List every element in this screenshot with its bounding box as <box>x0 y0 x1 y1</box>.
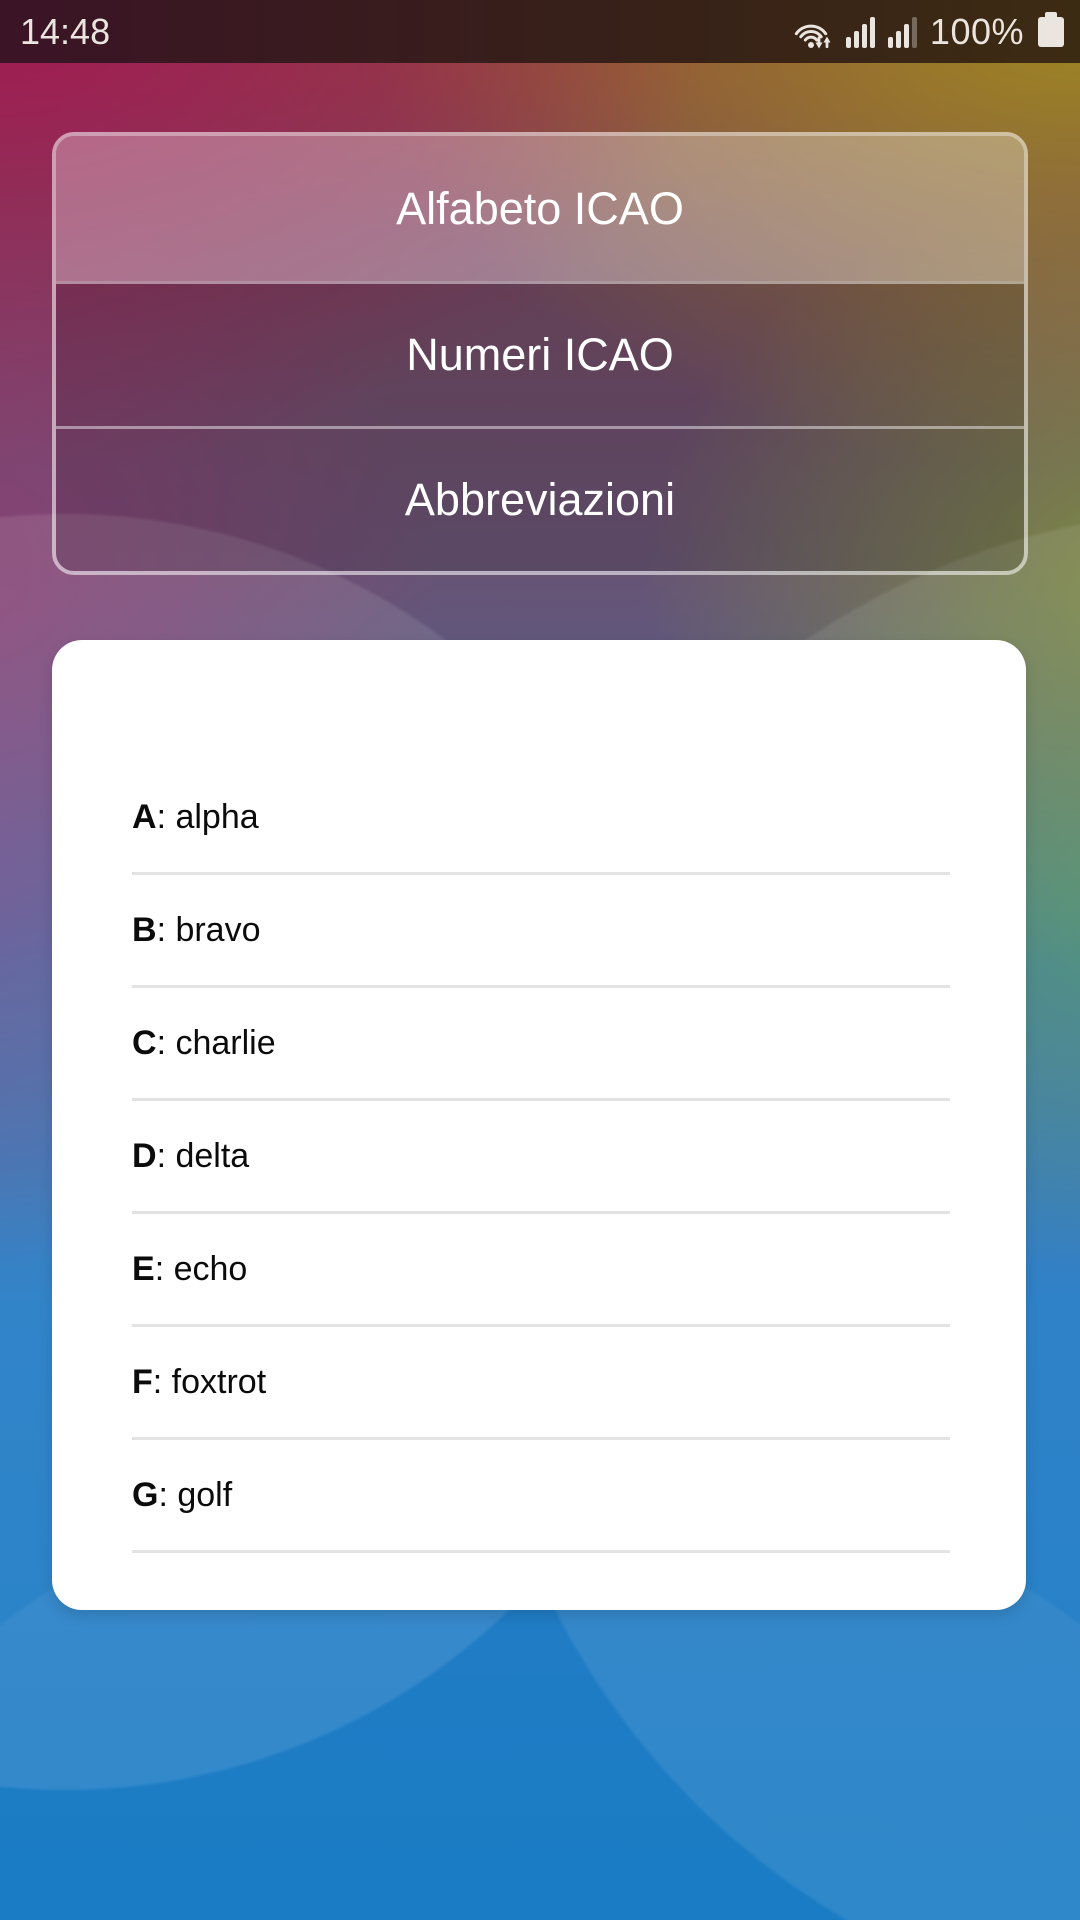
item-word: : alpha <box>156 797 259 836</box>
list-item-g <box>132 1440 950 1553</box>
alphabet-card <box>52 640 1026 1610</box>
item-letter: F <box>132 1362 153 1401</box>
item-letter: A <box>132 797 157 836</box>
list-item-b <box>132 875 950 988</box>
item-letter: D <box>132 1136 157 1175</box>
signal-strength-sim1-icon <box>846 16 876 48</box>
item-word: : charlie <box>156 1023 276 1062</box>
item-word: : golf <box>158 1475 233 1514</box>
item-word: : foxtrot <box>152 1362 267 1401</box>
signal-strength-sim2-icon <box>888 16 918 48</box>
list-item-a <box>132 762 950 875</box>
status-time: 14:48 <box>20 10 111 52</box>
menu-button-abbreviazioni[interactable]: Abbreviazioni <box>56 426 1024 571</box>
menu-button-group <box>52 132 1028 575</box>
item-letter: C <box>132 1023 157 1062</box>
list-item-d <box>132 1101 950 1214</box>
menu-button-numeri-icao[interactable]: Numeri ICAO <box>56 281 1024 426</box>
list-item-e <box>132 1214 950 1327</box>
item-word: : delta <box>156 1136 250 1175</box>
item-word: : echo <box>154 1249 248 1288</box>
item-word: : bravo <box>156 910 261 949</box>
battery-icon <box>1038 17 1064 47</box>
status-bar <box>0 0 1080 63</box>
item-letter: B <box>132 910 157 949</box>
item-letter: E <box>132 1249 155 1288</box>
battery-percent: 100% <box>929 10 1024 52</box>
menu-button-alfabeto-icao[interactable]: Alfabeto ICAO <box>56 136 1024 281</box>
list-item-f <box>132 1327 950 1440</box>
wifi-icon <box>794 14 834 50</box>
status-icons <box>794 11 1064 53</box>
item-letter: G <box>132 1475 159 1514</box>
list-item-c <box>132 988 950 1101</box>
